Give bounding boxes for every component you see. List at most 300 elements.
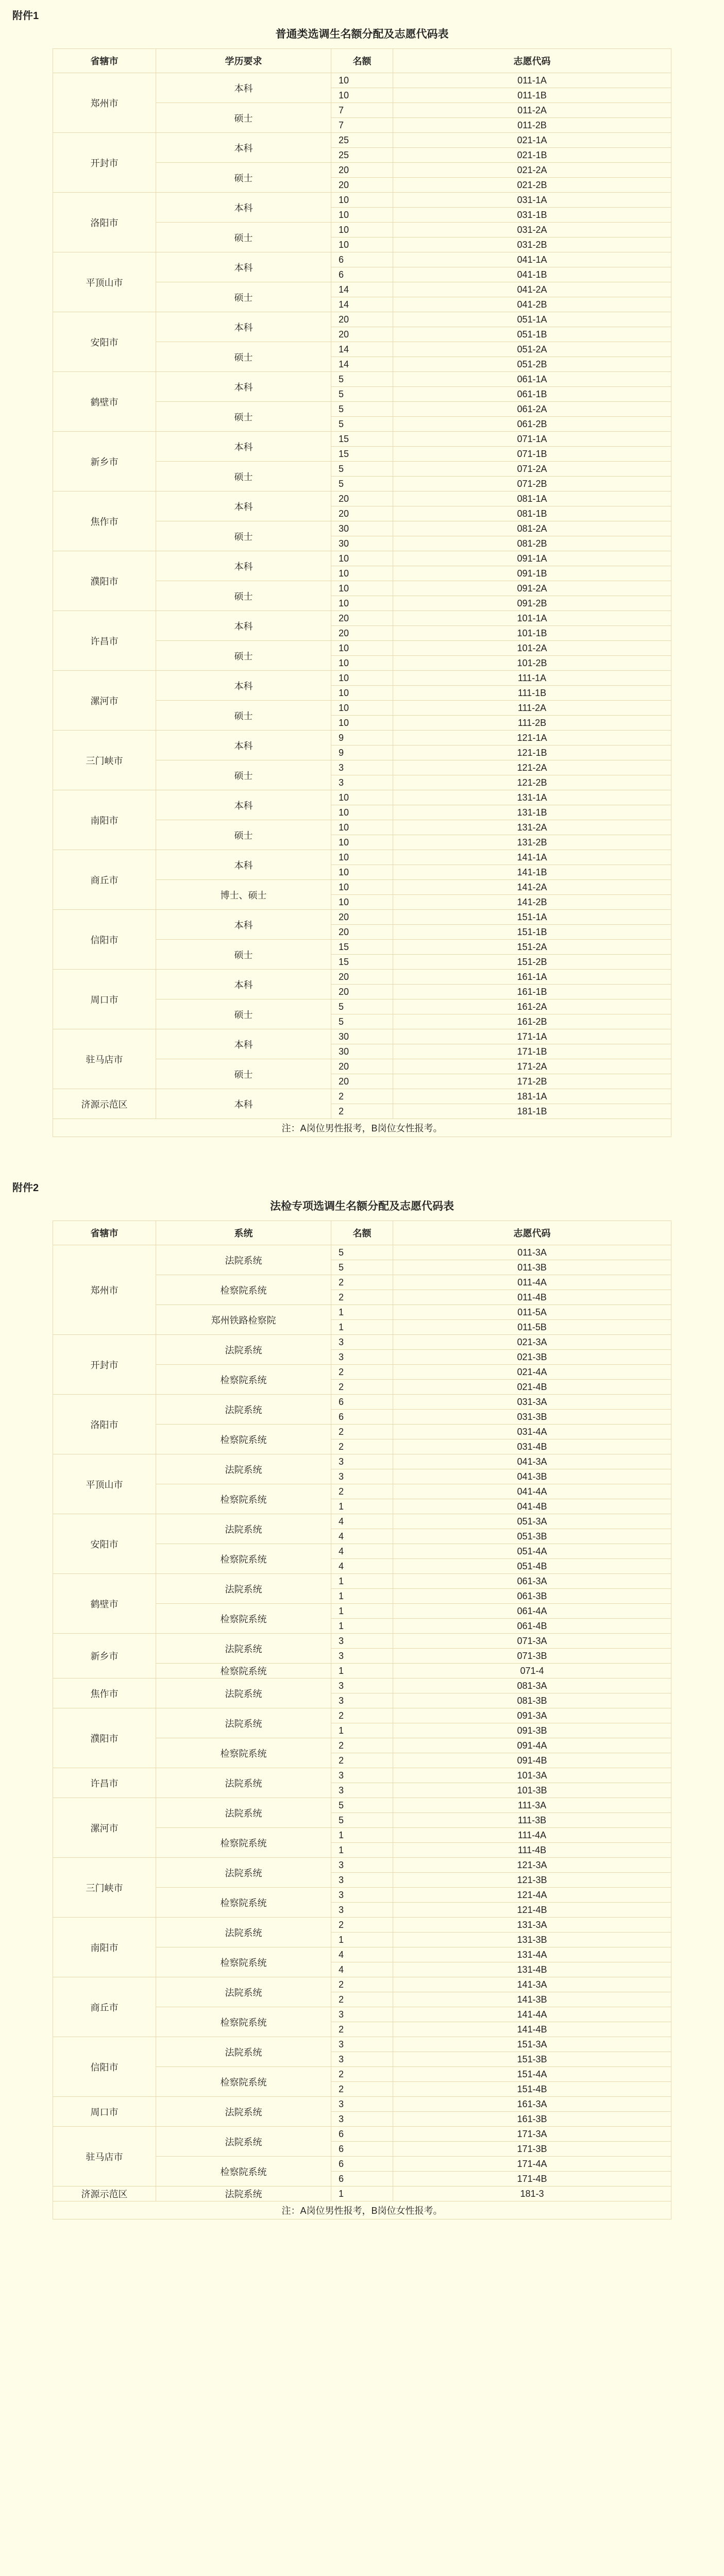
quota-cell: 4 xyxy=(331,1514,393,1529)
code-cell: 031-3B xyxy=(393,1410,671,1425)
category-cell: 本科 xyxy=(156,850,331,880)
quota-cell: 20 xyxy=(331,910,393,925)
city-cell: 洛阳市 xyxy=(53,1395,156,1454)
code-cell: 151-2B xyxy=(393,955,671,970)
code-cell: 061-3B xyxy=(393,1589,671,1604)
category-cell: 法院系统 xyxy=(156,1977,331,2007)
table-row xyxy=(53,432,671,447)
table-row xyxy=(53,671,671,686)
category-cell: 本科 xyxy=(156,312,331,342)
code-cell: 151-1A xyxy=(393,910,671,925)
table-row xyxy=(53,492,671,506)
category-cell: 本科 xyxy=(156,133,331,163)
category-cell: 本科 xyxy=(156,492,331,521)
quota-cell: 14 xyxy=(331,342,393,357)
column-header: 系统 xyxy=(156,1221,331,1245)
table-title: 法检专项选调生名额分配及志愿代码表 xyxy=(270,1200,454,1212)
category-cell: 硕士 xyxy=(156,462,331,492)
column-header: 省辖市 xyxy=(53,1221,156,1245)
column-header: 志愿代码 xyxy=(393,1221,671,1245)
table-row xyxy=(53,1798,671,1813)
table-row xyxy=(53,252,671,267)
table-row xyxy=(53,1708,671,1723)
code-cell: 111-2A xyxy=(393,701,671,716)
code-cell: 081-3A xyxy=(393,1679,671,1693)
quota-cell: 5 xyxy=(331,1245,393,1260)
code-cell: 141-1B xyxy=(393,865,671,880)
category-cell: 硕士 xyxy=(156,223,331,252)
quota-cell: 10 xyxy=(331,850,393,865)
quota-cell: 10 xyxy=(331,566,393,581)
quota-cell: 10 xyxy=(331,581,393,596)
category-cell: 法院系统 xyxy=(156,2037,331,2067)
city-cell: 开封市 xyxy=(53,1335,156,1395)
city-cell: 安阳市 xyxy=(53,1514,156,1574)
category-cell: 法院系统 xyxy=(156,1514,331,1544)
code-cell: 011-3A xyxy=(393,1245,671,1260)
quota-cell: 6 xyxy=(331,2157,393,2172)
quota-cell: 1 xyxy=(331,1723,393,1738)
table-row xyxy=(53,1029,671,1044)
code-cell: 101-2A xyxy=(393,641,671,656)
quota-cell: 9 xyxy=(331,745,393,760)
city-cell: 南阳市 xyxy=(53,1918,156,1977)
table-row xyxy=(53,2187,671,2201)
category-cell: 检察院系统 xyxy=(156,1888,331,1918)
city-cell: 南阳市 xyxy=(53,790,156,850)
code-cell: 121-3A xyxy=(393,1858,671,1873)
quota-cell: 20 xyxy=(331,925,393,940)
code-cell: 031-2A xyxy=(393,223,671,238)
quota-cell: 2 xyxy=(331,2022,393,2037)
table-row xyxy=(53,2097,671,2112)
category-cell: 本科 xyxy=(156,731,331,760)
quota-cell: 9 xyxy=(331,731,393,745)
code-cell: 011-1B xyxy=(393,88,671,103)
quota-cell: 15 xyxy=(331,940,393,955)
code-cell: 131-1A xyxy=(393,790,671,805)
code-cell: 151-4A xyxy=(393,2067,671,2082)
table-row xyxy=(53,1335,671,1350)
quota-cell: 2 xyxy=(331,1918,393,1933)
quota-cell: 5 xyxy=(331,1260,393,1275)
table-row xyxy=(53,2127,671,2142)
header-row xyxy=(53,1221,671,1245)
category-cell: 硕士 xyxy=(156,402,331,432)
code-cell: 011-3B xyxy=(393,1260,671,1275)
category-cell: 法院系统 xyxy=(156,1768,331,1798)
quota-cell: 5 xyxy=(331,372,393,387)
quota-cell: 7 xyxy=(331,103,393,118)
code-cell: 031-2B xyxy=(393,238,671,252)
code-cell: 131-3A xyxy=(393,1918,671,1933)
category-cell: 法院系统 xyxy=(156,1679,331,1708)
quota-cell: 3 xyxy=(331,1888,393,1903)
category-cell: 硕士 xyxy=(156,163,331,193)
category-cell: 本科 xyxy=(156,252,331,282)
code-cell: 171-3A xyxy=(393,2127,671,2142)
category-cell: 检察院系统 xyxy=(156,1947,331,1977)
category-cell: 法院系统 xyxy=(156,1454,331,1484)
code-cell: 081-2B xyxy=(393,536,671,551)
quota-cell: 10 xyxy=(331,641,393,656)
code-cell: 161-2B xyxy=(393,1014,671,1029)
code-cell: 141-2A xyxy=(393,880,671,895)
code-cell: 091-3A xyxy=(393,1708,671,1723)
code-cell: 071-2A xyxy=(393,462,671,477)
quota-cell: 2 xyxy=(331,1089,393,1104)
city-cell: 驻马店市 xyxy=(53,1029,156,1089)
quota-cell: 10 xyxy=(331,820,393,835)
table-row xyxy=(53,790,671,805)
quota-cell: 6 xyxy=(331,2172,393,2187)
city-cell: 周口市 xyxy=(53,2097,156,2127)
code-cell: 061-1B xyxy=(393,387,671,402)
code-cell: 011-4A xyxy=(393,1275,671,1290)
quota-cell: 3 xyxy=(331,1679,393,1693)
quota-cell: 1 xyxy=(331,1619,393,1634)
code-cell: 041-1A xyxy=(393,252,671,267)
quota-cell: 5 xyxy=(331,999,393,1014)
category-cell: 本科 xyxy=(156,671,331,701)
quota-cell: 10 xyxy=(331,551,393,566)
table-row xyxy=(53,611,671,626)
category-cell: 法院系统 xyxy=(156,1335,331,1365)
code-cell: 161-2A xyxy=(393,999,671,1014)
quota-cell: 3 xyxy=(331,1634,393,1649)
quota-cell: 30 xyxy=(331,1029,393,1044)
quota-cell: 3 xyxy=(331,1858,393,1873)
quota-cell: 2 xyxy=(331,1104,393,1119)
quota-cell: 1 xyxy=(331,2187,393,2201)
code-cell: 061-2A xyxy=(393,402,671,417)
quota-cell: 5 xyxy=(331,387,393,402)
quota-cell: 20 xyxy=(331,506,393,521)
category-cell: 硕士 xyxy=(156,940,331,970)
code-cell: 051-1B xyxy=(393,327,671,342)
city-cell: 平顶山市 xyxy=(53,252,156,312)
quota-cell: 2 xyxy=(331,1275,393,1290)
code-cell: 131-1B xyxy=(393,805,671,820)
quota-cell: 14 xyxy=(331,282,393,297)
code-cell: 091-2B xyxy=(393,596,671,611)
code-cell: 051-4B xyxy=(393,1559,671,1574)
code-cell: 071-1A xyxy=(393,432,671,447)
quota-cell: 5 xyxy=(331,477,393,492)
table-row xyxy=(53,1634,671,1649)
code-cell: 091-2A xyxy=(393,581,671,596)
code-cell: 031-1A xyxy=(393,193,671,208)
category-cell: 本科 xyxy=(156,1089,331,1119)
code-cell: 101-2B xyxy=(393,656,671,671)
table-note: 注：A岗位男性报考，B岗位女性报考。 xyxy=(53,1119,671,1137)
code-cell: 171-3B xyxy=(393,2142,671,2157)
quota-cell: 1 xyxy=(331,1828,393,1843)
category-cell: 检察院系统 xyxy=(156,1275,331,1305)
category-cell: 法院系统 xyxy=(156,1798,331,1828)
category-cell: 硕士 xyxy=(156,641,331,671)
code-cell: 181-1B xyxy=(393,1104,671,1119)
quota-cell: 2 xyxy=(331,2082,393,2097)
quota-cell: 5 xyxy=(331,462,393,477)
city-cell: 济源示范区 xyxy=(53,2187,156,2201)
category-cell: 检察院系统 xyxy=(156,1738,331,1768)
city-cell: 商丘市 xyxy=(53,850,156,910)
code-cell: 101-3B xyxy=(393,1783,671,1798)
code-cell: 171-4A xyxy=(393,2157,671,2172)
quota-cell: 1 xyxy=(331,1933,393,1947)
note-row xyxy=(53,2201,671,2219)
category-cell: 博士、硕士 xyxy=(156,880,331,910)
code-cell: 121-2B xyxy=(393,775,671,790)
code-cell: 121-4A xyxy=(393,1888,671,1903)
quota-cell: 1 xyxy=(331,1843,393,1858)
city-cell: 漯河市 xyxy=(53,1798,156,1858)
quota-cell: 4 xyxy=(331,1559,393,1574)
quota-cell: 15 xyxy=(331,432,393,447)
code-cell: 031-4B xyxy=(393,1439,671,1454)
code-cell: 011-5A xyxy=(393,1305,671,1320)
code-cell: 031-3A xyxy=(393,1395,671,1410)
code-cell: 111-3A xyxy=(393,1798,671,1813)
quota-cell: 20 xyxy=(331,1074,393,1089)
quota-cell: 20 xyxy=(331,178,393,193)
quota-cell: 3 xyxy=(331,2037,393,2052)
quota-cell: 25 xyxy=(331,133,393,148)
quota-cell: 20 xyxy=(331,611,393,626)
quota-cell: 10 xyxy=(331,671,393,686)
code-cell: 121-4B xyxy=(393,1903,671,1918)
code-cell: 021-2A xyxy=(393,163,671,178)
category-cell: 法院系统 xyxy=(156,2187,331,2201)
code-cell: 121-3B xyxy=(393,1873,671,1888)
quota-cell: 2 xyxy=(331,1365,393,1380)
quota-cell: 2 xyxy=(331,1425,393,1439)
quota-cell: 2 xyxy=(331,1439,393,1454)
city-cell: 开封市 xyxy=(53,133,156,193)
city-cell: 周口市 xyxy=(53,970,156,1029)
quota-cell: 4 xyxy=(331,1962,393,1977)
code-cell: 171-2B xyxy=(393,1074,671,1089)
table-row xyxy=(53,970,671,985)
city-cell: 许昌市 xyxy=(53,1768,156,1798)
code-cell: 021-3A xyxy=(393,1335,671,1350)
category-cell: 硕士 xyxy=(156,282,331,312)
quota-cell: 10 xyxy=(331,686,393,701)
code-cell: 071-1B xyxy=(393,447,671,462)
city-cell: 郑州市 xyxy=(53,73,156,133)
city-cell: 信阳市 xyxy=(53,910,156,970)
category-cell: 硕士 xyxy=(156,999,331,1029)
table-note: 注：A岗位男性报考，B岗位女性报考。 xyxy=(53,2201,671,2219)
code-cell: 031-1B xyxy=(393,208,671,223)
quota-cell: 30 xyxy=(331,536,393,551)
code-cell: 031-4A xyxy=(393,1425,671,1439)
table-row xyxy=(53,312,671,327)
code-cell: 181-1A xyxy=(393,1089,671,1104)
quota-cell: 1 xyxy=(331,1305,393,1320)
code-cell: 101-1A xyxy=(393,611,671,626)
code-cell: 051-1A xyxy=(393,312,671,327)
code-cell: 021-4B xyxy=(393,1380,671,1395)
code-cell: 111-2B xyxy=(393,716,671,731)
column-header: 省辖市 xyxy=(53,49,156,73)
category-cell: 法院系统 xyxy=(156,1574,331,1604)
quota-cell: 3 xyxy=(331,2112,393,2127)
attachment-label: 附件1 xyxy=(12,10,39,22)
quota-cell: 5 xyxy=(331,402,393,417)
quota-cell: 10 xyxy=(331,88,393,103)
code-cell: 041-4A xyxy=(393,1484,671,1499)
category-cell: 法院系统 xyxy=(156,2097,331,2127)
quota-cell: 5 xyxy=(331,417,393,432)
quota-cell: 2 xyxy=(331,1708,393,1723)
city-cell: 三门峡市 xyxy=(53,1858,156,1918)
quota-cell: 7 xyxy=(331,118,393,133)
code-cell: 011-4B xyxy=(393,1290,671,1305)
quota-cell: 3 xyxy=(331,1783,393,1798)
quota-cell: 4 xyxy=(331,1544,393,1559)
code-cell: 071-2B xyxy=(393,477,671,492)
code-cell: 121-1A xyxy=(393,731,671,745)
category-cell: 硕士 xyxy=(156,521,331,551)
quota-cell: 3 xyxy=(331,1649,393,1664)
quota-cell: 5 xyxy=(331,1813,393,1828)
quota-cell: 20 xyxy=(331,492,393,506)
quota-cell: 5 xyxy=(331,1014,393,1029)
quota-table xyxy=(53,48,671,1137)
quota-cell: 10 xyxy=(331,716,393,731)
code-cell: 151-4B xyxy=(393,2082,671,2097)
quota-cell: 10 xyxy=(331,805,393,820)
quota-cell: 3 xyxy=(331,760,393,775)
code-cell: 101-1B xyxy=(393,626,671,641)
quota-cell: 10 xyxy=(331,895,393,910)
category-cell: 检察院系统 xyxy=(156,1828,331,1858)
table-row xyxy=(53,73,671,88)
column-header: 名额 xyxy=(331,49,393,73)
table-row xyxy=(53,1918,671,1933)
city-cell: 焦作市 xyxy=(53,492,156,551)
city-cell: 新乡市 xyxy=(53,432,156,492)
code-cell: 051-2A xyxy=(393,342,671,357)
attachment-2-section xyxy=(0,1172,724,2219)
code-cell: 041-1B xyxy=(393,267,671,282)
quota-cell: 3 xyxy=(331,2097,393,2112)
table-row xyxy=(53,910,671,925)
table-row xyxy=(53,2037,671,2052)
quota-cell: 10 xyxy=(331,238,393,252)
quota-cell: 1 xyxy=(331,1320,393,1335)
code-cell: 131-2A xyxy=(393,820,671,835)
code-cell: 161-1A xyxy=(393,970,671,985)
category-cell: 检察院系统 xyxy=(156,2157,331,2187)
table-row xyxy=(53,1977,671,1992)
category-cell: 郑州铁路检察院 xyxy=(156,1305,331,1335)
city-cell: 鹤壁市 xyxy=(53,372,156,432)
quota-cell: 2 xyxy=(331,2067,393,2082)
city-cell: 济源示范区 xyxy=(53,1089,156,1119)
category-cell: 硕士 xyxy=(156,103,331,133)
quota-cell: 6 xyxy=(331,2142,393,2157)
code-cell: 051-3B xyxy=(393,1529,671,1544)
quota-cell: 6 xyxy=(331,1410,393,1425)
code-cell: 071-3A xyxy=(393,1634,671,1649)
code-cell: 151-3A xyxy=(393,2037,671,2052)
code-cell: 171-1A xyxy=(393,1029,671,1044)
code-cell: 071-3B xyxy=(393,1649,671,1664)
quota-cell: 10 xyxy=(331,73,393,88)
code-cell: 011-1A xyxy=(393,73,671,88)
category-cell: 检察院系统 xyxy=(156,1425,331,1454)
city-cell: 平顶山市 xyxy=(53,1454,156,1514)
code-cell: 131-2B xyxy=(393,835,671,850)
city-cell: 驻马店市 xyxy=(53,2127,156,2187)
quota-cell: 6 xyxy=(331,1395,393,1410)
header-row xyxy=(53,49,671,73)
quota-cell: 10 xyxy=(331,208,393,223)
quota-cell: 3 xyxy=(331,1469,393,1484)
code-cell: 081-2A xyxy=(393,521,671,536)
quota-cell: 2 xyxy=(331,1738,393,1753)
quota-cell: 20 xyxy=(331,163,393,178)
code-cell: 131-3B xyxy=(393,1933,671,1947)
table-row xyxy=(53,551,671,566)
quota-cell: 3 xyxy=(331,775,393,790)
category-cell: 法院系统 xyxy=(156,1634,331,1664)
column-header: 学历要求 xyxy=(156,49,331,73)
code-cell: 091-1B xyxy=(393,566,671,581)
city-cell: 焦作市 xyxy=(53,1679,156,1708)
code-cell: 171-4B xyxy=(393,2172,671,2187)
quota-cell: 20 xyxy=(331,626,393,641)
code-cell: 091-4A xyxy=(393,1738,671,1753)
quota-cell: 15 xyxy=(331,955,393,970)
quota-cell: 20 xyxy=(331,327,393,342)
table-row xyxy=(53,850,671,865)
code-cell: 061-4B xyxy=(393,1619,671,1634)
category-cell: 硕士 xyxy=(156,760,331,790)
code-cell: 131-4A xyxy=(393,1947,671,1962)
code-cell: 141-2B xyxy=(393,895,671,910)
table-row xyxy=(53,1454,671,1469)
code-cell: 041-2A xyxy=(393,282,671,297)
category-cell: 检察院系统 xyxy=(156,1484,331,1514)
code-cell: 081-1A xyxy=(393,492,671,506)
category-cell: 本科 xyxy=(156,910,331,940)
quota-cell: 10 xyxy=(331,865,393,880)
code-cell: 141-3A xyxy=(393,1977,671,1992)
code-cell: 021-2B xyxy=(393,178,671,193)
category-cell: 法院系统 xyxy=(156,1918,331,1947)
quota-cell: 3 xyxy=(331,2052,393,2067)
city-cell: 信阳市 xyxy=(53,2037,156,2097)
code-cell: 181-3 xyxy=(393,2187,671,2201)
category-cell: 硕士 xyxy=(156,1059,331,1089)
quota-cell: 1 xyxy=(331,1604,393,1619)
category-cell: 本科 xyxy=(156,432,331,462)
code-cell: 151-3B xyxy=(393,2052,671,2067)
quota-cell: 6 xyxy=(331,267,393,282)
quota-cell: 6 xyxy=(331,2127,393,2142)
category-cell: 硕士 xyxy=(156,820,331,850)
quota-cell: 10 xyxy=(331,701,393,716)
city-cell: 鹤壁市 xyxy=(53,1574,156,1634)
quota-cell: 15 xyxy=(331,447,393,462)
note-row xyxy=(53,1119,671,1137)
code-cell: 061-3A xyxy=(393,1574,671,1589)
quota-cell: 1 xyxy=(331,1664,393,1679)
